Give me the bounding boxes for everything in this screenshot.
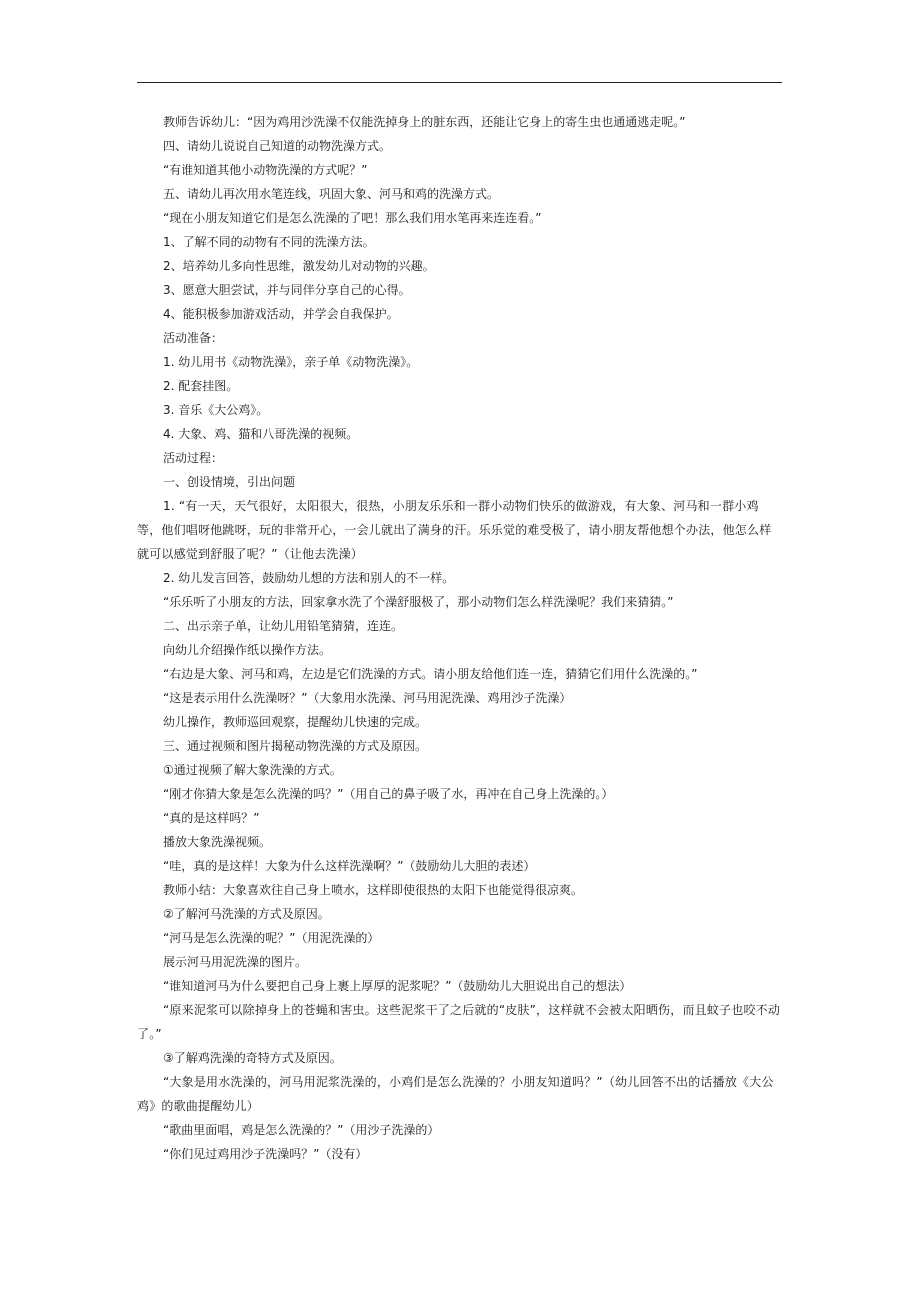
text-line: “这是表示用什么洗澡呀？”（大象用水洗澡、河马用泥洗澡、鸡用沙子洗澡）	[163, 691, 572, 705]
text-line: 2. 配套挂图。	[163, 379, 239, 393]
text-line: “哇，真的是这样！大象为什么这样洗澡啊？”（鼓励幼儿大胆的表述）	[163, 859, 536, 873]
text-line: 4、能积极参加游戏活动，并学会自我保护。	[163, 307, 399, 321]
text-line: ③了解鸡洗澡的奇特方式及原因。	[163, 1051, 342, 1065]
text-line: “谁知道河马为什么要把自己身上裹上厚厚的泥浆呢？”（鼓励幼儿大胆说出自己的想法）	[163, 979, 632, 993]
text-line: 四、请幼儿说说自己知道的动物洗澡方式。	[163, 139, 392, 153]
text-line: “乐乐听了小朋友的方法，回家拿水洗了个澡舒服极了，那小动物们怎么样洗澡呢？我们来猜猜。”	[163, 595, 674, 609]
text-line: 教师小结：大象喜欢往自己身上喷水，这样即使很热的太阳下也能觉得很凉爽。	[163, 883, 584, 897]
paragraph-mud: “原来泥浆可以除掉身上的苍蝇和害虫。这些泥浆干了之后就的“皮肤”，这样就不会被太阳晒伤，而且蚊子也咬不动了。”	[137, 1003, 781, 1041]
text-line: ①通过视频了解大象洗澡的方式。	[163, 763, 342, 777]
text-line: “有谁知道其他小动物洗澡的方式呢？”	[163, 163, 368, 177]
text-line: 播放大象洗澡视频。	[163, 835, 272, 849]
text-line: 向幼儿介绍操作纸以操作方法。	[163, 643, 332, 657]
text-line: 1、了解不同的动物有不同的洗澡方法。	[163, 235, 375, 249]
text-line: 三、通过视频和图片揭秘动物洗澡的方式及原因。	[163, 739, 428, 753]
text-line: 2. 幼儿发言回答，鼓励幼儿想的方法和别人的不一样。	[163, 571, 455, 585]
text-line: “歌曲里面唱，鸡是怎么洗澡的？”（用沙子洗澡的）	[163, 1123, 440, 1137]
text-line: 展示河马用泥洗澡的图片。	[163, 955, 308, 969]
text-line: 幼儿操作，教师巡回观察，提醒幼儿快速的完成。	[163, 715, 428, 729]
text-line: “你们见过鸡用沙子洗澡吗？”（没有）	[163, 1147, 368, 1161]
body-text	[137, 110, 782, 1166]
paragraph-hen: “大象是用水洗澡的，河马用泥浆洗澡的，小鸡们是怎么洗澡的？小朋友知道吗？”（幼儿回答不出的话播放《大公鸡》的歌曲提醒幼儿）	[137, 1075, 774, 1113]
text-line: 活动准备：	[163, 331, 224, 345]
text-line: “真的是这样吗？”	[163, 811, 260, 825]
text-line: 2、培养幼儿多向性思维，激发幼儿对动物的兴趣。	[163, 259, 435, 273]
text-line: 教师告诉幼儿：“因为鸡用沙洗澡不仅能洗掉身上的脏东西，还能让它身上的寄生虫也通通逃走呢。”	[163, 115, 686, 129]
text-line: “现在小朋友知道它们是怎么洗澡的了吧！那么我们用水笔再来连连看。”	[163, 211, 542, 225]
text-line: 3. 音乐《大公鸡》。	[163, 403, 269, 417]
header-rule	[137, 82, 782, 83]
text-line: “右边是大象、河马和鸡，左边是它们洗澡的方式。请小朋友给他们连一连，猜猜它们用什么洗澡的。”	[163, 667, 698, 681]
text-line: “刚才你猜大象是怎么洗澡的吗？”（用自己的鼻子吸了水，再冲在自己身上洗澡的。）	[163, 787, 614, 801]
text-line: 3、愿意大胆尝试，并与同伴分享自己的心得。	[163, 283, 411, 297]
text-line: 五、请幼儿再次用水笔连线，巩固大象、河马和鸡的洗澡方式。	[163, 187, 500, 201]
text-line: 二、出示亲子单，让幼儿用铅笔猜猜，连连。	[163, 619, 404, 633]
text-line: ②了解河马洗澡的方式及原因。	[163, 907, 330, 921]
text-line: 1. 幼儿用书《动物洗澡》，亲子单《动物洗澡》。	[163, 355, 419, 369]
text-line: 一、创设情境，引出问题	[163, 475, 296, 489]
text-line: 活动过程：	[163, 451, 224, 465]
text-line: “河马是怎么洗澡的呢？”（用泥洗澡的）	[163, 931, 380, 945]
paragraph-story: 1. “有一天，天气很好，太阳很大，很热，小朋友乐乐和一群小动物们快乐的做游戏，有大象、河马和一群小鸡等，他们唱呀他跳呀，玩的非常开心，一会儿就出了满身的汗。乐乐觉的难受极了，请小朋友帮他想个办法，他怎么样就可以感觉到舒服了呢？”（让他去洗澡）	[137, 499, 772, 561]
text-line: 4. 大象、鸡、猫和八哥洗澡的视频。	[163, 427, 359, 441]
